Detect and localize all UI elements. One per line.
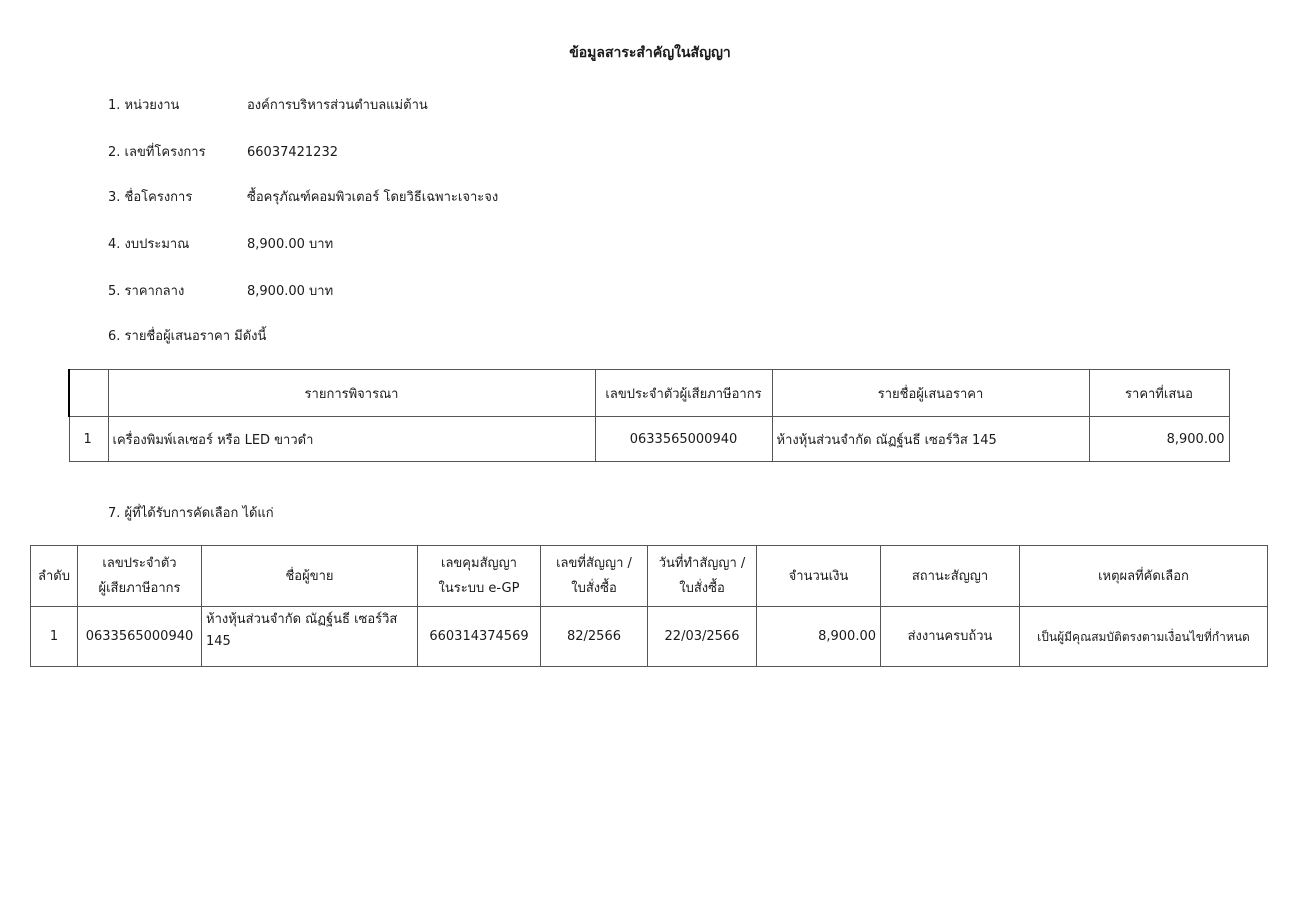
column-header: รายการพิจารณา: [108, 370, 595, 417]
info-value: องค์การบริหารส่วนตำบลแม่ต้าน: [247, 98, 428, 113]
table-cell: ห้างหุ้นส่วนจำกัด ณัฏฐ์นธี เซอร์วิส 145: [772, 417, 1089, 462]
bidders-table: [68, 369, 1230, 462]
info-value: 66037421232: [247, 145, 338, 160]
section-6-heading: 6. รายชื่อผู้เสนอราคา มีดังนี้: [108, 329, 267, 344]
document-title: ข้อมูลสาระสำคัญในสัญญา: [569, 45, 731, 61]
info-value: 8,900.00 บาท: [247, 237, 334, 252]
column-header: เลขที่สัญญา / ใบสั่งซื้อ: [541, 546, 648, 607]
info-label: 5. ราคากลาง: [108, 284, 185, 299]
info-label: 4. งบประมาณ: [108, 237, 190, 252]
table-header-row: [31, 546, 1268, 607]
info-label: 1. หน่วยงาน: [108, 98, 180, 113]
column-header: จำนวนเงิน: [757, 546, 881, 607]
section-7-heading: 7. ผู้ที่ได้รับการคัดเลือก ได้แก่: [108, 506, 274, 521]
table-cell: 1: [69, 417, 108, 462]
info-label: 2. เลขที่โครงการ: [108, 145, 206, 160]
table-cell: 82/2566: [541, 607, 648, 667]
column-header: เลขประจำตัวผู้เสียภาษีอากร: [595, 370, 772, 417]
table-cell: 660314374569: [418, 607, 541, 667]
column-header: ลำดับ: [31, 546, 78, 607]
table-cell: 8,900.00: [757, 607, 881, 667]
table-cell: ห้างหุ้นส่วนจำกัด ณัฏฐ์นธี เซอร์วิส 145: [202, 607, 418, 667]
table-cell: ส่งงานครบถ้วน: [881, 607, 1020, 667]
info-label: 3. ชื่อโครงการ: [108, 190, 193, 205]
table-cell: 0633565000940: [78, 607, 202, 667]
table-cell: 0633565000940: [595, 417, 772, 462]
info-value: ซื้อครุภัณฑ์คอมพิวเตอร์ โดยวิธีเฉพาะเจาะจง: [247, 190, 499, 205]
winners-table: [30, 545, 1268, 667]
table-cell: 1: [31, 607, 78, 667]
table-header-row: [69, 370, 1229, 417]
column-header: เลขคุมสัญญา ในระบบ e-GP: [418, 546, 541, 607]
column-header: สถานะสัญญา: [881, 546, 1020, 607]
column-header: รายชื่อผู้เสนอราคา: [772, 370, 1089, 417]
table-cell: เครื่องพิมพ์เลเซอร์ หรือ LED ขาวดำ: [108, 417, 595, 462]
column-header: ราคาที่เสนอ: [1089, 370, 1229, 417]
column-header: เหตุผลที่คัดเลือก: [1020, 546, 1268, 607]
column-header: เลขประจำตัว ผู้เสียภาษีอากร: [78, 546, 202, 607]
column-header: [69, 370, 108, 417]
column-header: วันที่ทำสัญญา / ใบสั่งซื้อ: [648, 546, 757, 607]
table-row: [31, 607, 1268, 667]
table-row: [69, 417, 1229, 462]
table-cell: 8,900.00: [1089, 417, 1229, 462]
column-header: ชื่อผู้ขาย: [202, 546, 418, 607]
table-cell: 22/03/2566: [648, 607, 757, 667]
table-cell: เป็นผู้มีคุณสมบัติตรงตามเงื่อนไขที่กำหนด: [1020, 607, 1268, 667]
info-value: 8,900.00 บาท: [247, 284, 334, 299]
